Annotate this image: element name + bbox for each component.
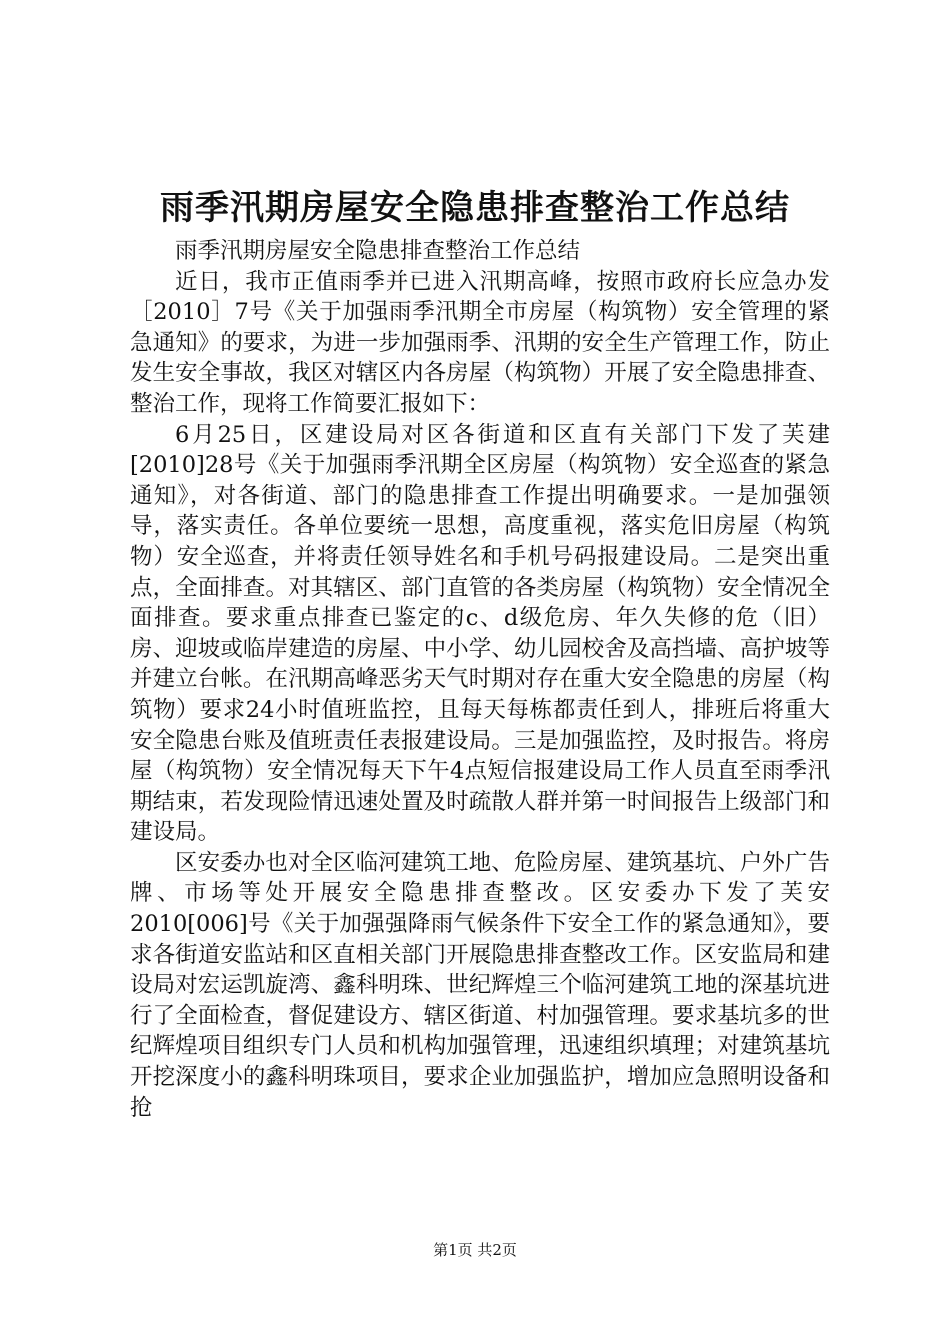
page-footer: 第1页 共2页 xyxy=(433,1241,517,1259)
paragraph-subtitle: 雨季汛期房屋安全隐患排查整治工作总结 xyxy=(175,238,581,264)
document-title: 雨季汛期房屋安全隐患排查整治工作总结 xyxy=(160,188,790,228)
paragraph-safety-office: 区安委办也对全区临河建筑工地、危险房屋、建筑基坑、户外广告牌、市场等处开展安全隐患排查整改。区安委办下发了芙安2010[006]号《关于加强强降雨气候条件下安全工作的紧急通知》，要求各街道安监站和区直相关部门开展隐患排查整改工作。区安监局和建设局对宏运凯旋湾、鑫科明珠、世纪辉煌三个临河建筑工地的深基坑进行了全面检查，督促建设方、辖区街道、村加强管理。要求基坑多的世纪辉煌项目组织专门人员和机构加强管理，迅速组织填理；对建筑基坑开挖深度小的鑫科明珠项目，要求企业加强监护，增加应急照明设备和抢 xyxy=(130,849,830,1121)
paragraph-intro: 近日，我市正值雨季并已进入汛期高峰，按照市政府长应急办发［2010］7号《关于加强雨季汛期全市房屋（构筑物）安全管理的紧急通知》的要求，为进一步加强雨季、汛期的安全生产管理工作，防止发生安全事故，我区对辖区内各房屋（构筑物）开展了安全隐患排查、整治工作，现将工作简要汇报如下： xyxy=(130,268,830,417)
paragraph-construction-bureau: 6月25日，区建设局对区各街道和区直有关部门下发了芙建[2010]28号《关于加强雨季汛期全区房屋（构筑物）安全巡查的紧急通知》，对各街道、部门的隐患排查工作提出明确要求。一是加强领导，落实责任。各单位要统一思想，高度重视，落实危旧房屋（构筑物）安全巡查，并将责任领导姓名和手机号码报建设局。二是突出重点，全面排查。对其辖区、部门直管的各类房屋（构筑物）安全情况全面排查。要求重点排查已鉴定的c、d级危房、年久失修的危（旧）房、迎坡或临岸建造的房屋、中小学、幼儿园校舍及高挡墙、高护坡等并建立台帐。在汛期高峰恶劣天气时期对存在重大安全隐患的房屋（构筑物）要求24小时值班监控，且每天每栋都责任到人，排班后将重大安全隐患台账及值班责任表报建设局。三是加强监控，及时报告。将房屋（构筑物）安全情况每天下午4点短信报建设局工作人员直至雨季汛期结束，若发现险情迅速处置及时疏散人群并第一时间报告上级部门和建设局。 xyxy=(130,421,830,846)
document-body xyxy=(130,236,830,1123)
